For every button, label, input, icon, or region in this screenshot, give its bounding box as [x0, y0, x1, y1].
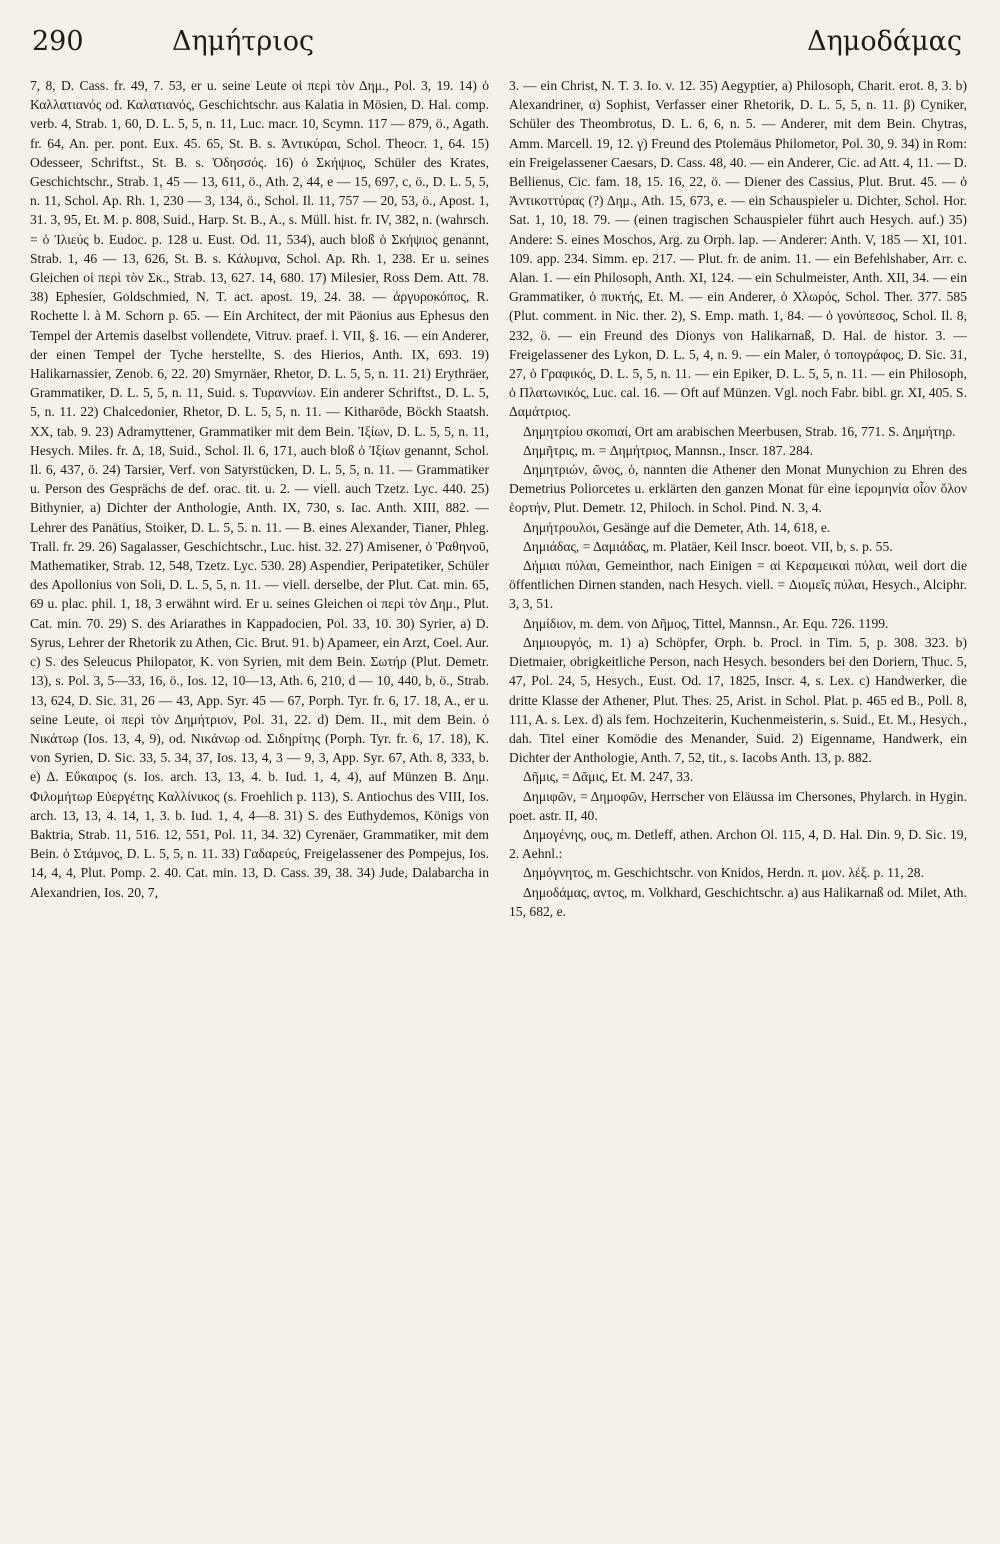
right-column [509, 76, 967, 1528]
entry-continuation: 7, 8, D. Cass. fr. 49, 7. 53, er u. seine Leute οἱ περὶ τὸν Δημ., Pol. 3, 19. 14) ὁ Καλλατιανός od. Καλατιανός, Geschichtschr. aus Kalatia in Mösien, D. Hal. comp. verb. 4, Strab. 1, 60, D. L. 5, 5, n. 11, Luc. macr. 10, Scymn. 117 — 879, ö., Agath. fr. 64, An. per. pont. Eux. 45. 65, St. B. s. Ἀντικύραι, Schol. Theocr. 1, 64. 15) Odesseer, Schriftst., St. B. s. Ὀδησσός. 16) ὁ Σκήψιος, Schüler des Krates, Geschichtschr., Strab. 1, 45 — 13, 611, ö., Ath. 2, 44, e — 15, 697, c, ö., D. L. 5, 5, n. 11, Schol. Ap. Rh. 1, 230 — 3, 134, ö., Schol. Il. 11, 757 — 20, 53, ö., Apost. 1, 31. 3, 95, Et. M. p. 808, Suid., Harp. St. B., A., s. Müll. hist. fr. IV, 382, n. (wahrsch. = ὁ Ἰλιεύς b. Eudoc. p. 128 u. Eust. Od. 11, 534), auch bloß ὁ Σκήψιος genannt, Strab. 1, 46 — 13, 626, St. B. s. Κάλυμνα, Schol. Ap. Rh. 1, 238. Er u. seines Gleichen οἱ περὶ τὸν Σκ., Strab. 13, 627. 14, 680. 17) Milesier, Ross Dem. Att. 78. 38) Ephesier, Goldschmied, N. T. act. apost. 19, 24. 38. — ἀργυροκόπος, R. Rochette l. à M. Schorn p. 65. — Ein Architect, der mit Päonius aus Ephesus den Tempel der Artemis daselbst vollendete, Vitruv. praef. l. VII, §. 16. — ein Anderer, der einen Tempel der Tyche herstellte, S. des Hierios, Anth. IX, 693. 19) Halikarnassier, Zenob. 6, 22. 20) Smyrnäer, Rhetor, D. L. 5, 5, n. 11. 21) Erythräer, Grammatiker, D. L. 5, 5, n. 11, Suid. s. Τυραννίων. Ein anderer Schriftst., D. L. 5, 5, n. 11. 22) Chalcedonier, Rhetor, D. L. 5, 5, n. 11. — Kitharöde, Böckh Staatsh. XX, tab. 9. 23) Adramyttener, Grammatiker mit dem Bein. Ἰξίων, D. L. 5, 5, n. 11, Hesych. Miles. fr. Δ, 18, Suid., Schol. Il. 6, 171, auch bloß ὁ Ἰξίων genannt, Schol. Il. 6, 437, ö. 24) Tarsier, Verf. von Satyrstücken, D. L. 5, 5, n. 11. — Grammatiker u. Person des Gesprächs de def. orac. tit. u. 2. — viell. auch Tzetz. Lyc. 440. 25) Bithynier, a) Dichter der Anthologie, Anth. IX, 730, s. Iac. Anth. XIII, 882. — Lehrer des Panätius, Stoiker, D. L. 5, 5. n. 11. — B. eines Alexander, Tianer, Phleg. Trall. fr. 29. 26) Sagalasser, Geschichtschr., Luc. hist. 32. 27) Amisener, ὁ Ῥαθηνοῦ, Mathematiker, Strab. 12, 548, Tzetz. Lyc. 530. 28) Aspendier, Peripatetiker, Schüler des Apollonius von Soli, D. L. 5, 5, n. 11. — viell. derselbe, der Plut. Cat. min. 65, 69 u. plac. phil. 1, 18, 3 erwähnt wird. Er u. seines Gleichen οἱ περὶ τὸν Δημ., Plut. Cat. min. 70. 29) S. des Ariarathes in Kappadocien, Pol. 33, 10. 30) Syrier, a) D. Syrus, Lehrer der Rhetorik zu Athen, Cic. Brut. 91. b) Apameer, ein Arzt, Coel. Aur. c) S. des Seleucus Philopator, K. von Syrien, mit dem Bein. Σωτήρ (Plut. Demetr. 13), s. Pol. 3, 5—33, 16, ö., Ios. 12, 10—13, Ath. 6, 210, d — 10, 440, b, ö., Strab. 13, 624, D. Sic. 31, 26 — 43, App. Syr. 45 — 67, Porph. Tyr. fr. 6, 17. 18, A., er u. seine Leute, οἱ περὶ τὸν Δημήτριον, Pol. 31, 22. d) Dem. II., mit dem Bein. ὁ Νικάτωρ (Ios. 13, 4, 9), od. Νικάνωρ od. Σιδηρίτης (Porph. Tyr. fr. 6, 17. 18), K. von Syrien, D. Sic. 33, 5. 34, 37, Ios. 13, 4, 3 — 9, 3, App. Syr. 67, Ath. 8, 333, b. e) Δ. Εὔκαιρος (s. Ios. arch. 13, 13, 4. b. Iud. 1, 4, 4), auf Münzen Β. Δημ. Φιλομήτωρ Εὐεργέτης Καλλίνικος (s. Froehlich p. 113), S. Antiochus des VIII, Ios. arch. 13, 13, 4. 14, 1, 3. b. Iud. 1, 4, 4—8. 31) S. des Euthydemos, Königs von Baktria, Strab. 11, 516. 12, 551, Pol. 11, 34. 32) Cyrenäer, Grammatiker, mit dem Bein. ὁ Στάμνος, D. L. 5, 5, n. 11. 33) Γαδαρεύς, Freigelassener des Pompejus, Ios. 14, 4, 4, Plut. Pomp. 2. 40. Cat. min. 13, D. Cass. 39, 38. 34) Jude, Dalabarcha in Alexandrien, Ios. 20, 7, [30, 78, 489, 900]
dictionary-entry: Δημιάδας, = Δαμιάδας, m. Platäer, Keil Inscr. boeot. VII, b, s. p. 55. [523, 538, 893, 554]
dictionary-entry: Δημιουργός, m. 1) a) Schöpfer, Orph. b. Procl. in Tim. 5, p. 308. 323. b) Dietmaier, obrigkeitliche Person, nach Hesych. besonders bei den Doriern, Thuc. 5, 47, Pol. 24, 5, Hesych., Eust. Od. 17, 1825, Inscr. 4, s. Lex. c) Handwerker, die dritte Klasse der Athener, Plut. Thes. 25, Arist. in Schol. Plat. p. 465 ed B., Poll. 8, 111, A. s. Lex. d) als fem. Hochzeiterin, Kuchenmeisterin, s. Suid., Et. M., Hesych., dah. Titel einer Komödie des Menander, Suid. 2) Eigenname, Handwerk, ein Dichter der Anthologie, Anth. 7, 52, tit., s. Iacobs Anth. 13, p. 882. [509, 634, 967, 766]
dictionary-entry: Δημῆτρις, m. = Δημήτριος, Mannsn., Inscr. 187. 284. [523, 442, 814, 458]
dictionary-entry: Δημίδιον, m. dem. von Δῆμος, Tittel, Mannsn., Ar. Equ. 726. 1199. [523, 615, 889, 631]
entry-continuation: 3. — ein Christ, N. T. 3. Io. v. 12. 35) Aegyptier, a) Philosoph, Charit. erot. 8, 3. b) Alexandriner, α) Sophist, Verfasser einer Rhetorik, D. L. 5, 5, n. 11. β) Cyniker, Schüler des Theombrotus, D. L. 6, 6, n. 5. — Anderer, mit dem Bein. Chytras, Amm. Marcell. 19, 12. γ) Freund des Ptolemäus Philometor, Pol. 30, 9. 34) in Rom: ein Freigelassener Caesars, D. Cass. 48, 40. — ein Anderer, Cic. ad Att. 4, 11. — D. Bellienus, Cic. fam. 18, 15. 16, 22, ö. — Diener des Cassius, Plut. Brut. 45. — ὁ Ἀντικοττύρας (?) Δημ., Ath. 15, 673, e. — ein Schauspieler u. Dichter, Schol. Hor. Sat. 1, 10, 18. 79. — (einen tragischen Schauspieler führt auch Hesych. auf.) 35) Andere: S. eines Moschos, Arg. zu Orph. lap. — Anderer: Anth. V, 185 — XI, 101. 109. app. 234. Simm. ep. 217. — Plut. fr. de anim. 11. — ein Befehlshaber, Arr. c. Alan. 1. — ein Philosoph, Anth. XI, 124. — ein Schulmeister, Anth. XII, 34. — ein Grammatiker, ὁ πυκτής, Et. M. — ein Anderer, ὁ Χλωρός, Schol. Ther. 377. 585 (Plut. comment. in Nic. ther. 2), S. Emp. math. 1, 84. — ὁ γονύπεσος, Schol. Il. 8, 232, ö. — ein Freund des Dionys von Halikarnaß, D. Hal. de histor. 3. — Freigelassener des Lykon, D. L. 5, 4, n. 9. — ein Maler, ὁ τοπογράφος, D. Sic. 31, 27, ὁ Γραφικός, D. L. 5, 5, n. 11. — ein Epiker, D. L. 5, 5, n. 11. — ein Philosoph, ὁ Πλατωνικός, Luc. cal. 16. — Oft auf Münzen. Vgl. noch Fabr. bibl. gr. XI, 405. S. Δαμάτριος. [509, 78, 967, 420]
dictionary-entry: Δημόγνητος, m. Geschichtschr. von Knidos, Herdn. π. μον. λέξ. p. 11, 28. [523, 865, 925, 881]
dictionary-entry: Δημητρίου σκοπιαί, Ort am arabischen Meerbusen, Strab. 16, 771. S. Δημήτηρ. [523, 423, 956, 439]
dictionary-entry: Δημοδάμας, αντος, m. Volkhard, Geschichtschr. a) aus Halikarnaß od. Milet, Ath. 15, 682, e. [509, 884, 967, 919]
dictionary-entry: Δήμιαι πύλαι, Gemeinthor, nach Einigen = αἱ Κεραμεικαὶ πύλαι, weil dort die öffentlichen Dirnen standen, nach Hesych. viell. = Διομεῖς πύλαι, Hesych., Alciphr. 3, 3, 51. [509, 558, 967, 612]
dictionary-entry: Δημογένης, ους, m. Detleff, athen. Archon Ol. 115, 4, D. Hal. Din. 9, D. Sic. 19, 2. Aehnl.: [509, 826, 967, 862]
right-running-headword: Δημοδάμας [807, 26, 962, 57]
dictionary-entry: Δημήτρουλοι, Gesänge auf die Demeter, Ath. 14, 618, e. [523, 519, 831, 535]
left-running-headword: Δημήτριος [172, 26, 315, 57]
dictionary-entry: Δημιφῶν, = Δημοφῶν, Herrscher von Eläussa im Chersones, Phylarch. in Hygin. poet. astr. II, 40. [509, 788, 967, 823]
page-number: 290 [32, 26, 84, 57]
dictionary-entry: Δῆμις, = Δᾶμις, Et. M. 247, 33. [523, 769, 694, 785]
dictionary-entry: Δημητριών, ῶνος, ὁ, nannten die Athener den Monat Munychion zu Ehren des Demetrius Poliorcetes u. erklärten den ganzen Monat für eine ἱερομηνία οἷον ὅλον ἑορτήν, Plut. Demetr. 12, Philoch. in Schol. Pind. N. 3, 4. [509, 462, 967, 516]
left-column [30, 76, 489, 1528]
running-header [0, 20, 1000, 64]
